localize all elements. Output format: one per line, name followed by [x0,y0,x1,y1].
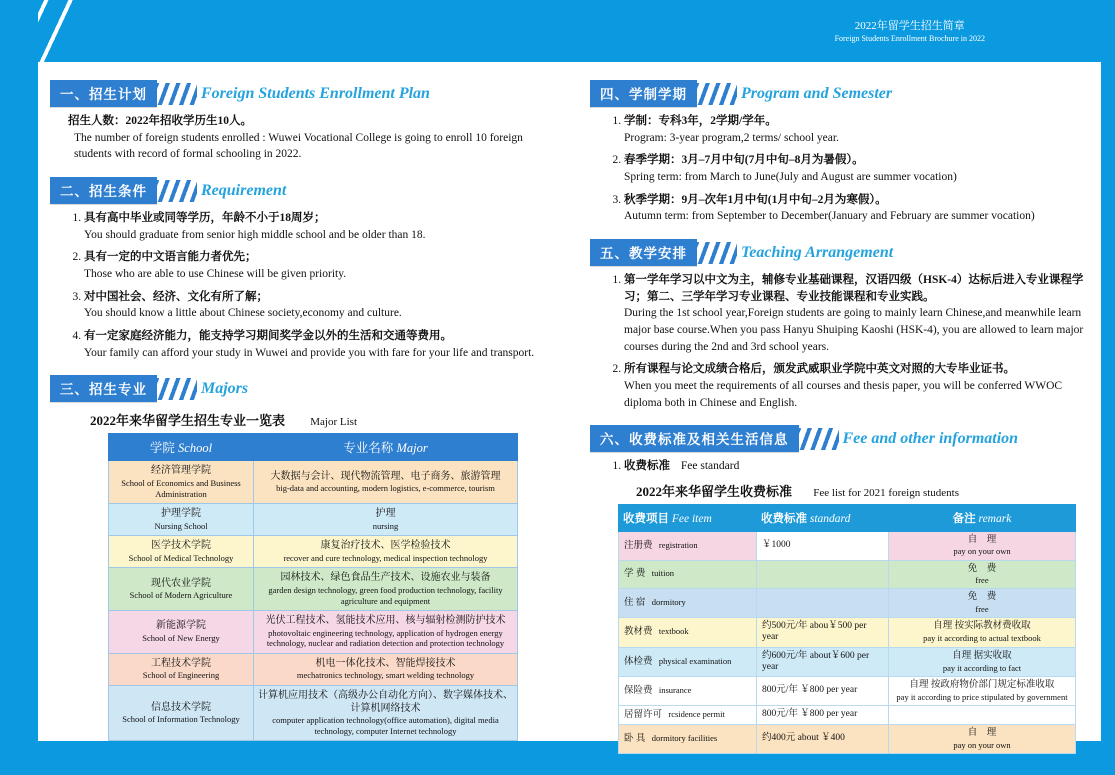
major-cn: 康复治疗技术、医学检验技术 [320,540,451,552]
section-title-en-5: Teaching Arrangement [741,243,894,261]
enrollment-plan-text [68,113,550,163]
list-item [84,328,550,361]
fee-item-en: insurance [658,684,692,695]
school-cn: 经济管理学院 [151,465,211,477]
major-cn: 园林技术、绿色食品生产技术、设施农业与装备 [280,572,491,584]
school-en: School of Medical Technology [128,552,234,563]
fee-remark-cn: 自理 按实际教材费收取 [933,621,1031,632]
major-cn: 光伏工程技术、氢能技术应用、核与辐射检测防护技术 [265,615,506,627]
header-fee-item [619,505,757,532]
major-cell [254,536,518,568]
major-cell [254,568,518,611]
header-school [109,434,254,461]
major-cell [254,504,518,536]
school-cn: 信息技术学院 [151,701,211,713]
right-column [590,80,1085,754]
major-en: computer application technology(office automation), digital media technology, computer Internet technology [272,715,499,736]
requirement-2-en: Those who are able to use Chinese will be given priority. [84,268,347,281]
header-fee-standard [757,505,889,532]
fee-item-cn: 保险费 [624,685,653,696]
school-cell [109,536,254,568]
fee-intro-en: Fee standard [680,460,740,473]
fee-remark-cell [889,532,1076,561]
list-item [624,192,1085,225]
slash-decoration [695,242,737,264]
banner-title-cn: 2022年留学生招生简章 [854,20,965,32]
list-item [84,289,550,322]
fee-remark-en: pay on your own [953,739,1011,750]
table-row [109,568,518,611]
table-row [619,560,1076,589]
section-heading-requirement [50,177,550,204]
list-item [84,210,550,243]
fee-item-cn: 体检费 [624,656,653,667]
fee-remark-cell [889,617,1076,647]
fee-remark-cn: 自理 按政府物价部门规定标准收取 [909,680,1055,691]
table-row [619,647,1076,677]
section-heading-program-semester [590,80,1085,107]
school-cn: 工程技术学院 [151,657,211,669]
banner-title-en: Foreign Students Enrollment Brochure in 2022 [834,33,985,43]
fee-remark-en: free [975,575,989,586]
banner-title [835,20,985,44]
table-row [619,617,1076,647]
fee-standard-cell: 约600元/年 about￥600 per year [757,647,889,677]
fee-item-en: textbook [658,626,689,636]
header-major-en: Major [396,441,428,456]
school-en: School of Economics and Business Administration [121,477,241,499]
section-title-en-3: Majors [201,379,249,397]
school-en: School of Information Technology [122,714,240,725]
slash-decoration [155,83,197,105]
fee-item-cell [619,647,757,677]
major-caption-en: Major List [310,416,358,429]
list-item [84,249,550,282]
requirement-2-cn: 具有一定的中文语言能力者优先； [84,251,257,264]
header-fee-remark [889,505,1076,532]
header-major-cn: 专业名称 [343,441,394,456]
major-en: nursing [372,520,399,531]
fee-table-caption [636,481,1085,500]
teaching-2-cn: 所有课程与论文成绩合格后，颁发武威职业学院中英文对照的大专毕业证书。 [624,363,1015,376]
semester-list [624,113,1085,225]
header-fee-standard-en: standard [809,513,851,526]
header-fee-item-en: Fee item [671,513,712,526]
slash-decoration [797,428,839,450]
major-en: mechatronics technology, smart welding technology [296,670,475,681]
major-cn: 护理 [375,508,396,520]
header-fee-standard-cn: 收费标准 [761,513,807,526]
table-row [109,653,518,685]
fee-remark-cn: 免 费 [967,563,997,574]
header-fee-remark-en: remark [978,513,1012,526]
fee-item-cn: 卧 具 [624,733,646,744]
fee-item-en: dormitory facilities [651,732,718,743]
fee-standard-cell [757,589,889,618]
slash-decoration [695,83,737,105]
major-cell [254,653,518,685]
section-heading-majors [50,375,550,402]
list-item [624,113,1085,146]
requirement-1-en: You should graduate from senior high middle school and be older than 18. [84,228,426,241]
fee-standard-cell: ￥1000 [757,532,889,561]
school-en: Nursing School [154,520,208,531]
section-title-en-1: Foreign Students Enrollment Plan [201,84,430,102]
table-header-row [109,434,518,461]
major-table-caption [90,410,550,429]
fee-caption-cn: 2022年来华留学生收费标准 [636,484,793,500]
requirement-1-cn: 具有高中毕业或同等学历，年龄不小于18周岁； [84,212,326,225]
teaching-1-cn: 第一学年学习以中文为主，辅修专业基础课程，汉语四级（HSK-4）达标后进入专业课程学习；第二、三学年学习专业课程、专业技能课程和专业实践。 [624,274,1084,303]
school-cn: 护理学院 [161,508,201,520]
major-cell [254,461,518,504]
fee-item-en: rcsidence permit [668,708,725,719]
fee-item-cell [619,532,757,561]
major-cn: 机电一体化技术、智能焊接技术 [315,657,456,669]
fee-item-cn: 学 费 [624,569,646,580]
list-item [624,361,1085,411]
list-item [624,152,1085,185]
table-header-row [619,505,1076,532]
fee-standard-cell: 约500元/年 abou￥500 per year [757,617,889,647]
header-fee-remark-cn: 备注 [952,513,976,526]
table-row [619,589,1076,618]
section-heading-enrollment-plan [50,80,550,107]
requirement-4-cn: 有一定家庭经济能力，能支持学习期间奖学金以外的生活和交通等费用。 [84,330,452,343]
school-cell [109,461,254,504]
semester-1-en: Program: 3-year program,2 terms/ school year. [624,131,839,144]
fee-item-en: registration [658,539,698,550]
major-cell [254,686,518,741]
fee-item-cn: 注册费 [624,540,653,551]
fee-remark-en: pay on your own [953,546,1011,557]
teaching-1-en: During the 1st school year,Foreign students are going to mainly learn Chinese,and meanwhile learn major base course.When you pass Hanyu Shuiping Kaoshi (HSK-4), you are allowed to learn major courses during the 2nd and 3rd school years. [624,307,1084,353]
teaching-2-en: When you meet the requirements of all courses and thesis paper, you will be conferred WWOC diploma both in Chinese and English. [624,380,1063,409]
fee-intro-cn: 收费标准 [624,460,670,473]
semester-2-cn: 春季学期：3月–7月中旬(7月中旬–8月为暑假）。 [624,154,864,167]
teaching-list [624,272,1085,411]
table-row [619,725,1076,754]
fee-item-cell [619,705,757,724]
major-en: photovoltaic engineering technology, application of hydrogen energy technology, nuclear and radiation detection and protection technology [266,627,505,649]
fee-remark-en: pay it according to price stipulated by government [896,691,1068,702]
left-column [50,80,550,741]
major-cn: 大数据与会计、现代物流管理、电子商务、旅游管理 [270,470,501,482]
fee-standard-cell [757,560,889,589]
major-en: garden design technology, green food production technology, facility agriculture and equipment [268,584,503,606]
fee-standard-cell: 约400元 about ￥400 [757,725,889,754]
fee-remark-cn: 免 费 [967,592,997,603]
left-decorative-band [0,0,38,775]
fee-item-cn: 教材费 [624,627,653,637]
major-cn: 计算机应用技术（高级办公自动化方向）、数字媒体技术、计算机网络技术 [258,690,513,714]
fee-item-en: dormitory [651,596,686,607]
semester-3-cn: 秋季学期：9月–次年1月中旬(1月中旬–2月为寒假）。 [624,193,887,206]
section-number-5: 五、教学安排 [590,239,697,266]
school-en: School of New Energy [142,632,220,643]
fee-remark-cell [889,677,1076,706]
fee-remark-cell [889,589,1076,618]
fee-standard-cell: 800元/年 ￥800 per year [757,705,889,724]
fee-item-en: physical examination [658,655,732,666]
school-cell [109,611,254,654]
fee-item-cell [619,677,757,706]
fee-remark-cell [889,725,1076,754]
section-number-2: 二、招生条件 [50,177,157,204]
school-cell [109,504,254,536]
header-major [254,434,518,461]
fee-remark-cell [889,560,1076,589]
fee-intro-list [624,458,1085,475]
section-title-en-6: Fee and other information [842,429,1019,447]
enrollment-plan-cn: 招生人数：2022年招收学历生10人。 [68,115,252,127]
majors-table [108,433,518,741]
list-item [624,458,1085,475]
table-row [109,611,518,654]
fee-item-cell [619,560,757,589]
requirement-4-en: Your family can afford your study in Wuwei and provide you with fare for your life and transport. [84,346,535,359]
fee-item-en: tuition [651,568,674,579]
table-row [109,686,518,741]
fee-item-cell [619,725,757,754]
header-school-cn: 学院 [149,441,175,456]
fee-standard-cell: 800元/年 ￥800 per year [757,677,889,706]
requirement-list [84,210,550,361]
table-row [109,461,518,504]
school-cn: 医学技术学院 [151,540,211,552]
section-title-en-4: Program and Semester [741,84,893,102]
semester-1-cn: 学制：专科3年，2学期/学年。 [624,115,777,127]
top-decorative-band [0,0,1115,62]
table-row [619,532,1076,561]
section-heading-fee [590,425,1085,452]
slash-decoration [155,378,197,400]
fee-caption-en: Fee list for 2021 foreign students [813,487,959,500]
semester-2-en: Spring term: from March to June(July and August are summer vocation) [624,171,957,184]
fee-table [618,504,1076,754]
section-number-4: 四、学制学期 [590,80,697,107]
table-row [109,536,518,568]
enrollment-plan-en: The number of foreign students enrolled : Wuwei Vocational College is going to enroll 10 foreign students with record of formal schooling in 2022. [74,131,523,161]
slash-decoration [155,180,197,202]
school-en: School of Engineering [142,670,220,681]
table-row [619,705,1076,724]
semester-3-en: Autumn term: from September to December(January and February are summer vocation) [624,210,1035,223]
fee-remark-cn: 自理 据实收取 [952,651,1012,662]
content-area [38,62,1101,750]
table-row [619,677,1076,706]
fee-item-cn: 住 宿 [624,597,646,608]
school-cn: 新能源学院 [156,620,206,632]
school-cell [109,653,254,685]
major-en: recover and cure technology, medical inspection technology [283,552,488,563]
fee-item-cn: 居留许可 [624,709,663,720]
section-heading-teaching [590,239,1085,266]
header-school-en: School [178,441,213,456]
section-number-1: 一、招生计划 [50,80,157,107]
right-decorative-band [1101,0,1115,775]
school-en: School of Modern Agriculture [129,590,233,601]
list-item [624,272,1085,355]
fee-remark-cell [889,705,1076,724]
requirement-3-en: You should know a little about Chinese society,economy and culture. [84,307,402,320]
fee-remark-en: free [975,603,989,614]
section-title-en-2: Requirement [201,181,287,199]
school-cell [109,568,254,611]
school-cn: 现代农业学院 [151,577,211,589]
fee-remark-cell [889,647,1076,677]
requirement-3-cn: 对中国社会、经济、文化有所了解； [84,290,268,303]
school-cell [109,686,254,741]
header-fee-item-cn: 收费项目 [623,513,669,526]
major-caption-cn: 2022年来华留学生招生专业一览表 [90,413,286,429]
fee-remark-en: pay it according to actual textbook [923,632,1041,643]
fee-remark-en: pay it according to fact [942,662,1022,673]
major-en: big-data and accounting, modern logistics, e-commerce, tourism [276,483,495,494]
fee-remark-cn: 自 理 [967,535,997,546]
fee-item-cell [619,589,757,618]
table-row [109,504,518,536]
fee-item-cell [619,617,757,647]
major-cell [254,611,518,654]
section-number-6: 六、收费标准及相关生活信息 [590,425,799,452]
section-number-3: 三、招生专业 [50,375,157,402]
fee-remark-cn: 自 理 [967,728,997,739]
